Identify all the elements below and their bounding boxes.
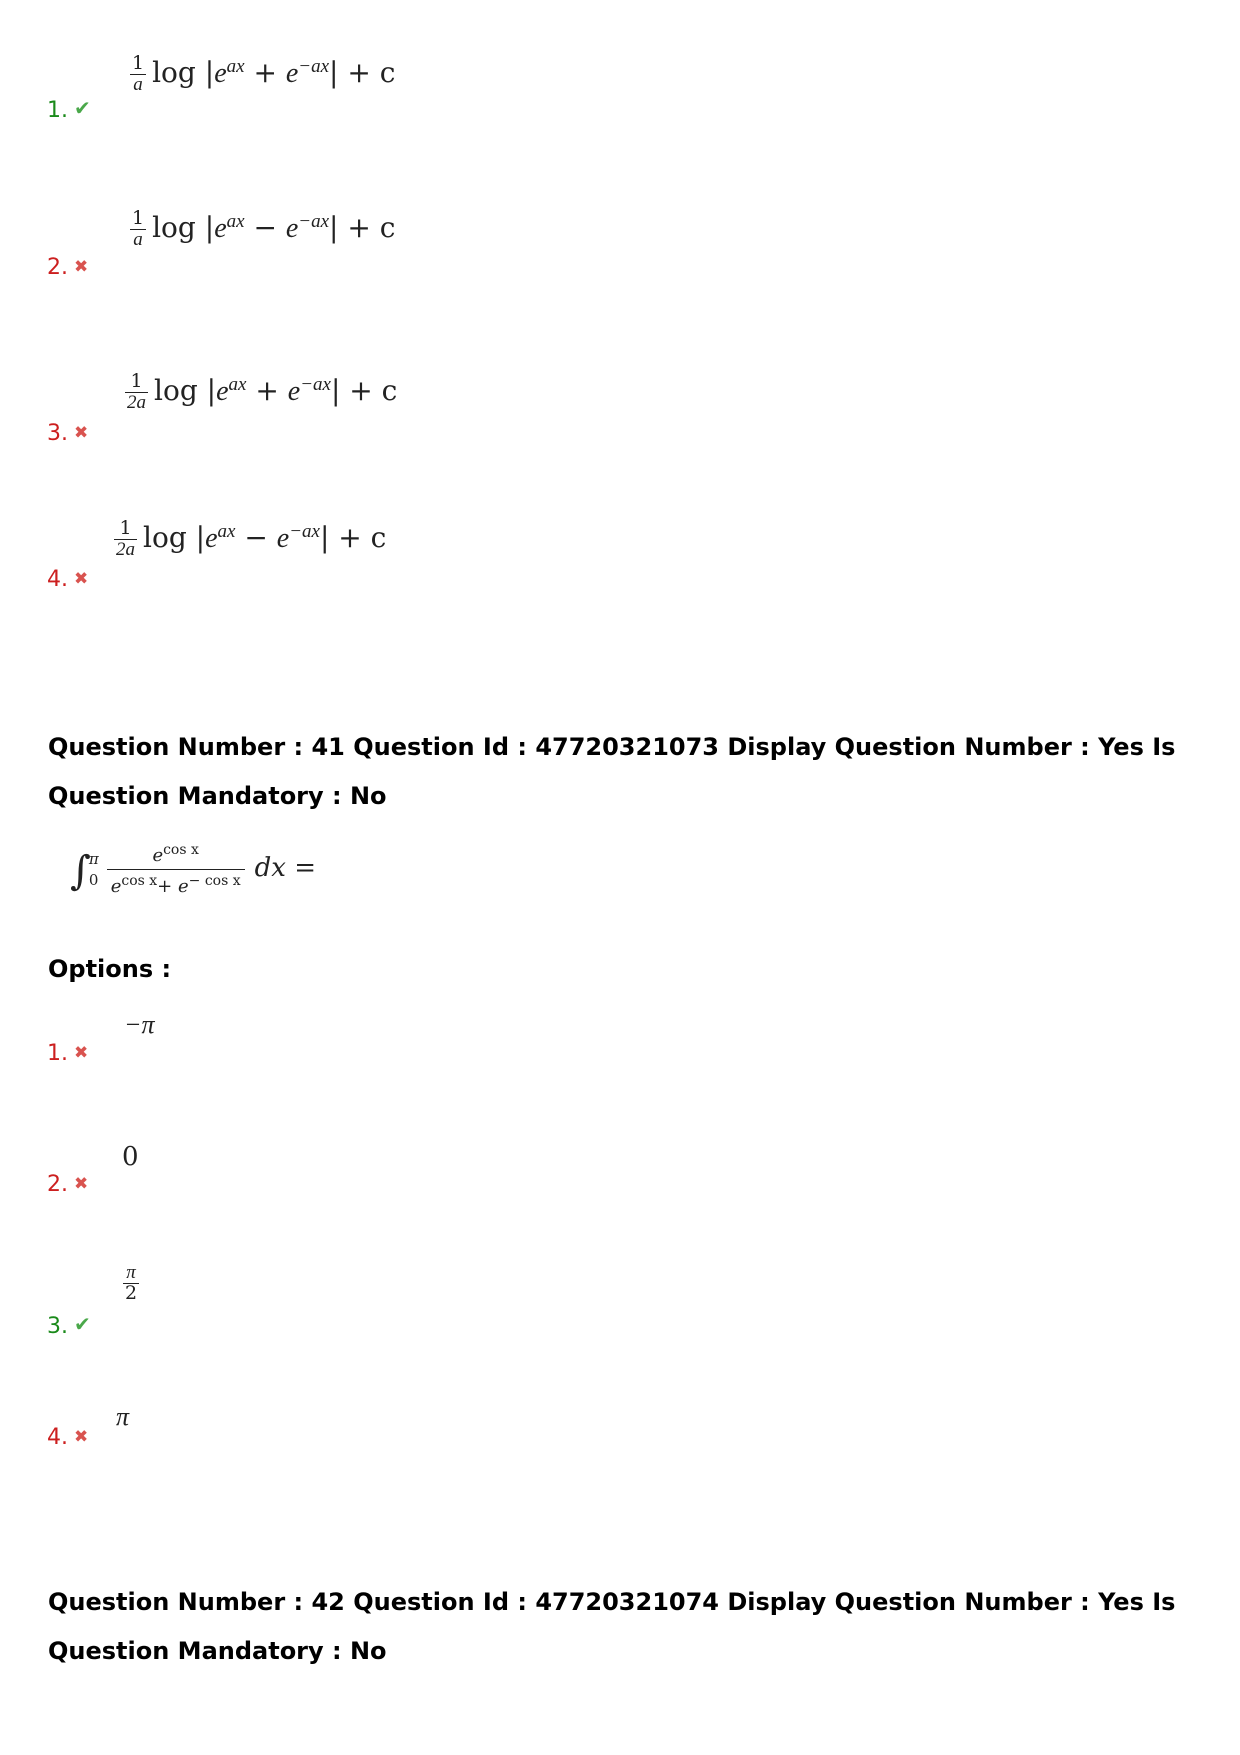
- cross-icon: ✖: [74, 1427, 89, 1447]
- cross-icon: ✖: [74, 257, 89, 277]
- option-formula: $\frac{1}{a}$ $\log |e^{ax} + e^{-ax}| + c$: [132, 52, 396, 95]
- option-number: 3. ✔: [47, 1312, 91, 1339]
- cross-icon: ✖: [74, 1043, 89, 1063]
- option-number: 1. ✔: [47, 96, 91, 123]
- option-number: 1. ✖: [47, 1041, 89, 1066]
- question-header: Question Number : 41 Question Id : 47720321073 Display Question Number : Yes Is Question Mandatory : No: [48, 733, 1176, 810]
- option-number: 4. ✖: [47, 567, 89, 592]
- question-integral: ∫ π 0 $\frac{e^{cos x}}{e^{cos x}+ e^{- cos x}}$ dx =: [70, 841, 316, 897]
- option-number: 2. ✖: [47, 255, 89, 280]
- option-value: 0: [122, 1142, 139, 1172]
- check-icon: ✔: [74, 1312, 91, 1336]
- check-icon: ✔: [74, 96, 91, 120]
- option-value: $\frac{\pi}{2}$: [125, 1262, 138, 1304]
- option-value: π: [116, 1402, 130, 1431]
- option-formula: $\frac{1}{a}$ $\log |e^{ax} - e^{-ax}| + c$: [132, 207, 396, 250]
- option-value: −π: [124, 1010, 155, 1039]
- option-number: 2. ✖: [47, 1172, 89, 1197]
- options-label: Options :: [48, 955, 172, 983]
- option-number: 3. ✖: [47, 421, 89, 446]
- question-header: Question Number : 42 Question Id : 47720321074 Display Question Number : Yes Is Question Mandatory : No: [48, 1588, 1176, 1665]
- option-formula: $\frac{1}{2a}$ $\log |e^{ax} - e^{-ax}| + c$: [116, 517, 387, 560]
- cross-icon: ✖: [74, 423, 89, 443]
- option-formula: $\frac{1}{2a}$ $\log |e^{ax} + e^{-ax}| + c$: [127, 370, 398, 413]
- cross-icon: ✖: [74, 569, 89, 589]
- option-number: 4. ✖: [47, 1425, 89, 1450]
- cross-icon: ✖: [74, 1174, 89, 1194]
